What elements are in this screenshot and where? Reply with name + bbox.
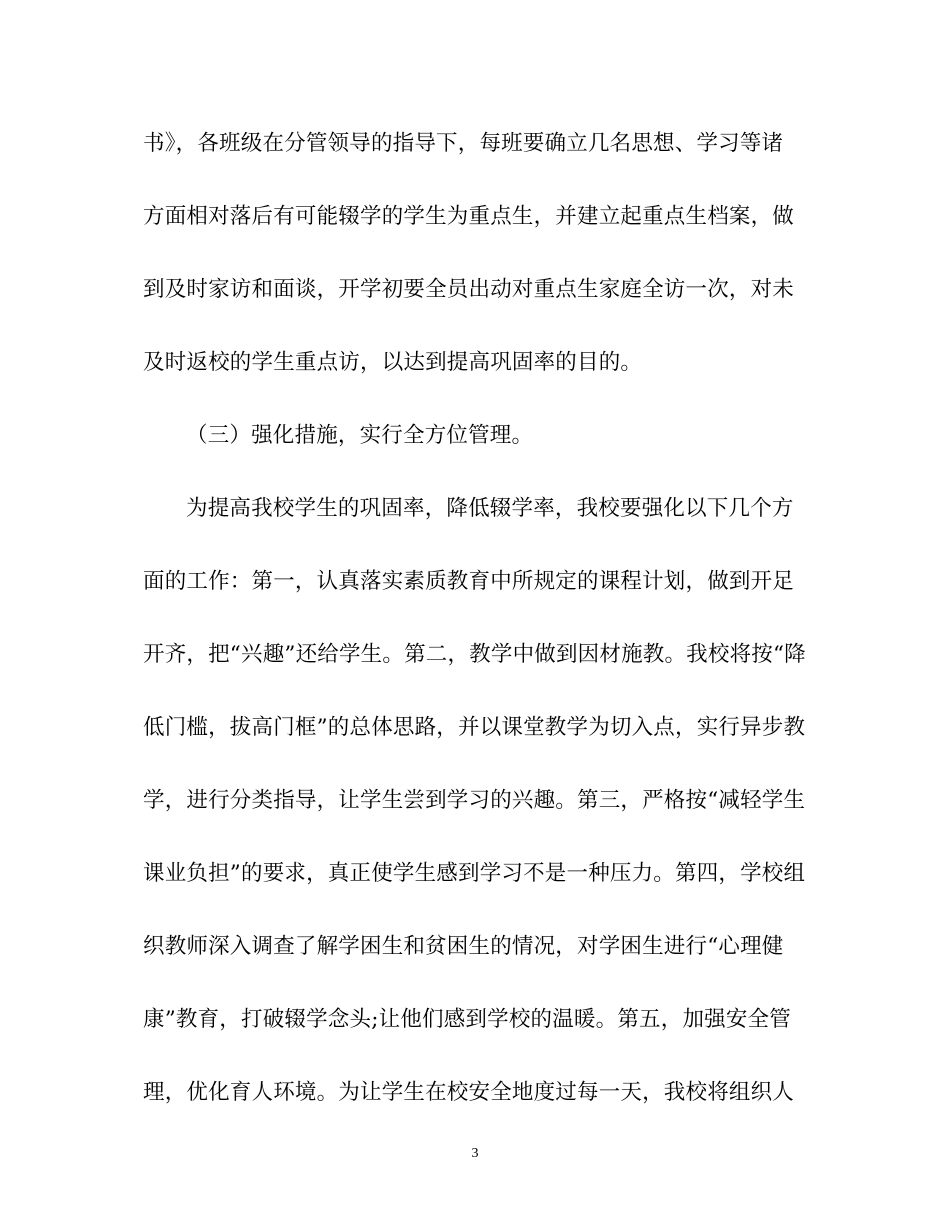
- paragraph-line: 书》，各班级在分管领导的指导下，每班要确立几名思想、学习等诸: [143, 131, 784, 156]
- paragraph-line: 及时返校的学生重点访，以达到提高巩固率的目的。: [143, 350, 643, 375]
- paragraph-line: 织教师深入调查了解学困生和贫困生的情况，对学困生进行“心理健: [143, 934, 784, 959]
- page-number: 3: [471, 1146, 479, 1161]
- paragraph-line: 面的工作：第一，认真落实素质教育中所规定的课程计划，做到开足: [143, 569, 795, 594]
- paragraph-line: 方面相对落后有可能辍学的学生为重点生，并建立起重点生档案，做: [143, 204, 795, 229]
- paragraph-line: 为提高我校学生的巩固率，降低辍学率，我校要强化以下几个方: [186, 496, 794, 521]
- paragraph-line: 学，进行分类指导，让学生尝到学习的兴趣。第三，严格按“减轻学生: [143, 788, 806, 813]
- paragraph-line: 课业负担”的要求，真正使学生感到学习不是一种压力。第四，学校组: [143, 861, 806, 886]
- paragraph-line: 理，优化育人环境。为让学生在校安全地度过每一天，我校将组织人: [143, 1080, 795, 1105]
- section-heading: （三）强化措施，实行全方位管理。: [186, 423, 534, 448]
- paragraph-line: 康”教育，打破辍学念头;让他们感到学校的温暖。第五，加强安全管: [143, 1007, 791, 1032]
- paragraph-line: 低门槛，拔高门框”的总体思路，并以课堂教学为切入点，实行异步教: [143, 715, 806, 740]
- paragraph-line: 到及时家访和面谈，开学初要全员出动对重点生家庭全访一次，对未: [143, 277, 795, 302]
- paragraph-line: 开齐，把“兴趣”还给学生。第二，教学中做到因材施教。我校将按“降: [143, 642, 806, 667]
